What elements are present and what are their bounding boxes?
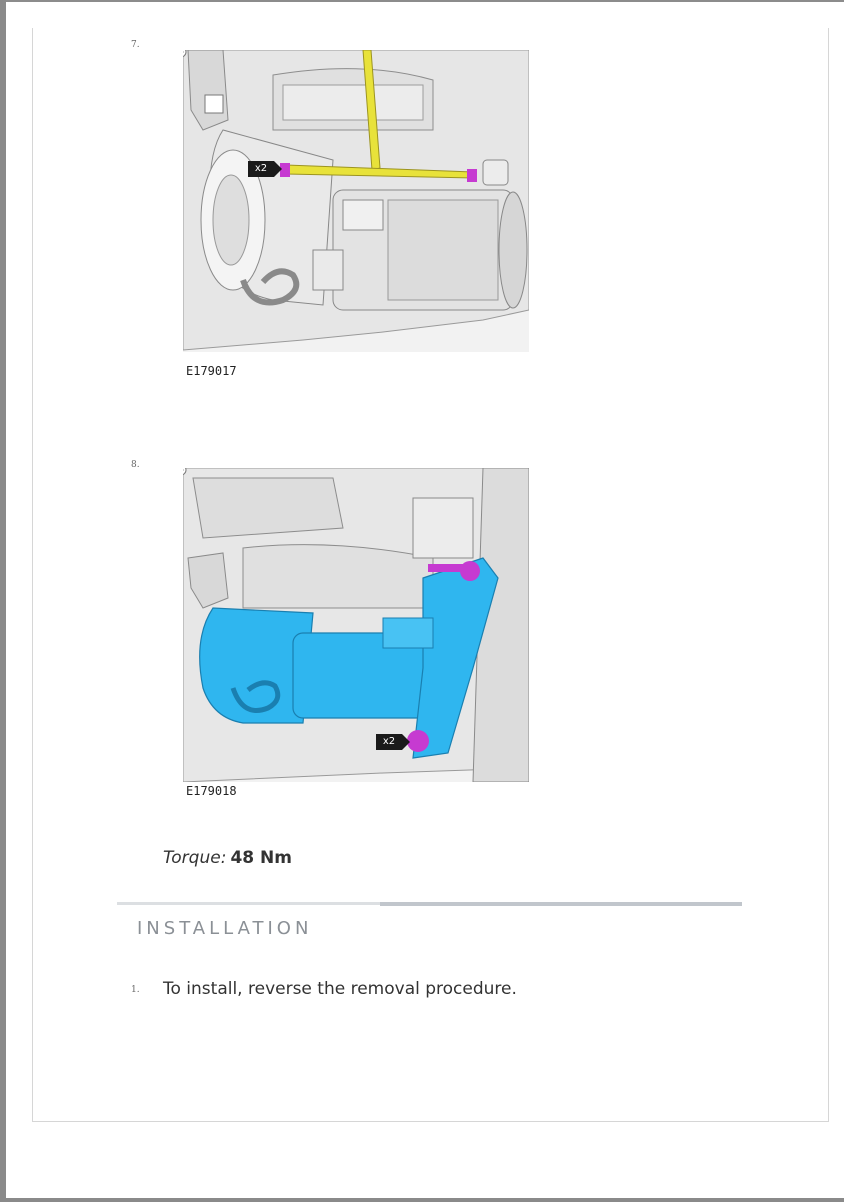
torque-key: Torque: — [163, 848, 227, 868]
figure-label: E179018 — [186, 784, 237, 798]
step-text: To install, reverse the removal procedure. — [163, 979, 517, 999]
viewer-frame-top — [0, 0, 844, 2]
section-divider — [380, 902, 742, 906]
step-number: 7. — [131, 40, 140, 50]
viewer-frame-left — [0, 0, 6, 1202]
callout-label: x2 — [382, 736, 396, 747]
step-number: 8. — [131, 460, 140, 470]
engine-illustration-2 — [183, 468, 529, 782]
step-number: 1. — [131, 985, 140, 995]
zoom-icon[interactable] — [183, 50, 187, 58]
torque-value: 48 Nm — [230, 848, 292, 868]
engine-illustration-1 — [183, 50, 529, 352]
callout-label: x2 — [254, 163, 268, 174]
zoom-icon[interactable] — [183, 468, 187, 476]
torque-spec — [163, 848, 292, 868]
figure-step-7[interactable] — [183, 50, 529, 352]
section-divider — [117, 902, 380, 905]
figure-label: E179017 — [186, 364, 237, 378]
figure-step-8[interactable] — [183, 468, 529, 782]
viewer-frame-bottom — [6, 1198, 844, 1202]
section-heading: INSTALLATION — [137, 918, 313, 939]
